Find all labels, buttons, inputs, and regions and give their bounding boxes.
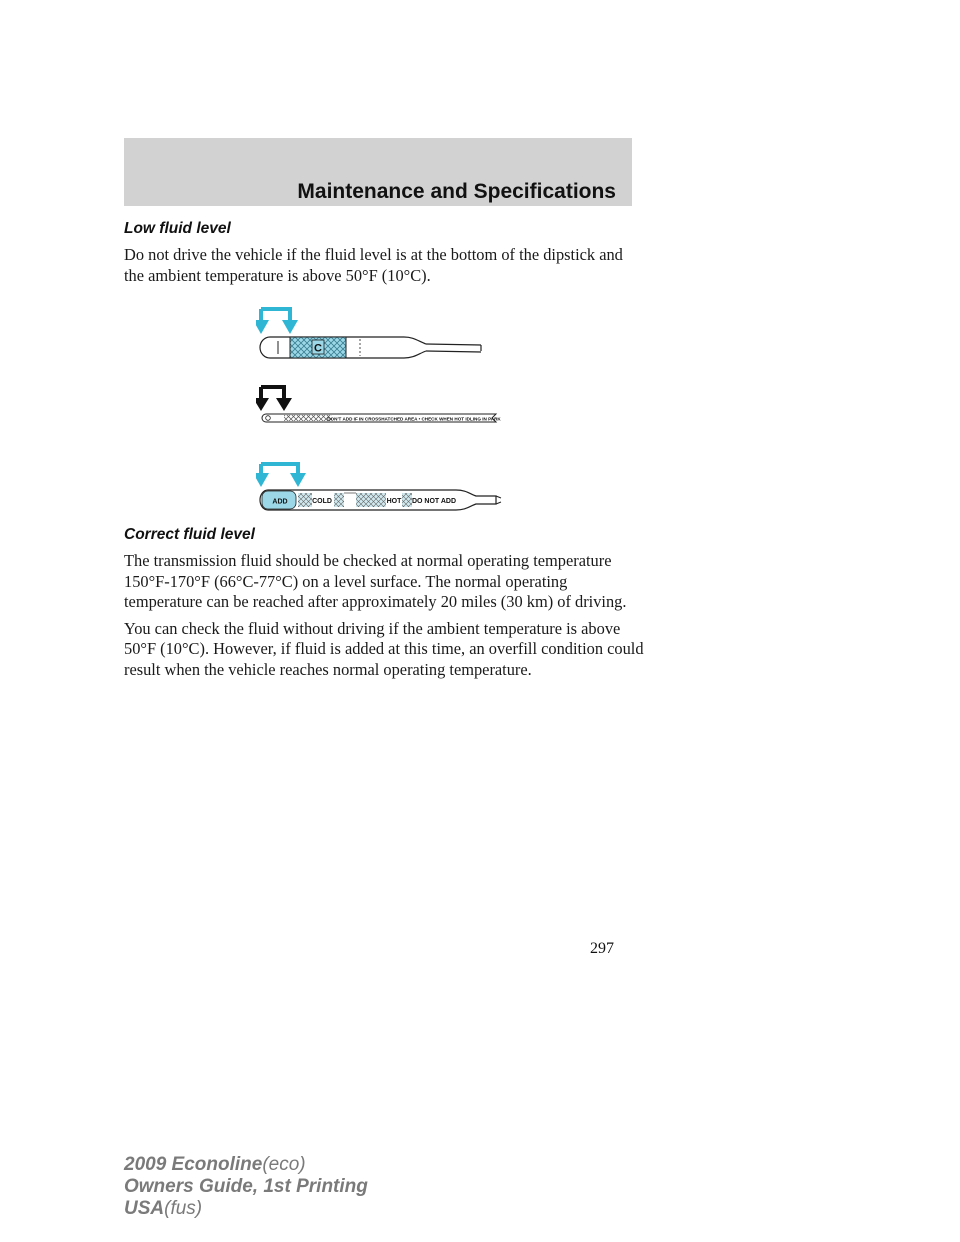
footer-market: USA: [124, 1198, 165, 1219]
paragraph-low-fluid: Do not drive the vehicle if the fluid level is at the bottom of the dipstick and the ambient temperature is above 50°F (10°C).: [124, 245, 623, 285]
page-content: [124, 220, 644, 686]
dipstick-1-zone-letter: C: [314, 342, 322, 355]
dipstick-illustration: [256, 304, 641, 514]
arrow-down-icon: [256, 473, 269, 487]
arrow-down-icon: [256, 398, 269, 411]
dipstick-1: [256, 309, 481, 358]
footer-guide: Owners Guide, 1st Printing: [124, 1176, 368, 1197]
dipstick-3: [256, 464, 501, 510]
arrow-down-icon: [256, 320, 269, 334]
arrow-down-icon: [290, 473, 306, 487]
arrow-down-icon: [282, 320, 298, 334]
dipstick-3-do-not-add-label: DO NOT ADD: [411, 498, 457, 505]
footer-model: 2009 Econoline: [124, 1154, 263, 1175]
dipstick-figure: [124, 304, 644, 514]
footer-market-code: (fus): [164, 1198, 203, 1219]
section-heading-correct-fluid: Correct fluid level: [124, 526, 255, 543]
paragraph-correct-fluid-1: The transmission fluid should be checked at normal operating temperature 150°F-170°F (66°C-77°C) on a level surface. The normal operating temperature can be reached after approximately 20 miles (30 km) of driving.: [124, 551, 627, 611]
footer-model-code: (eco): [262, 1154, 306, 1175]
arrow-down-icon: [276, 398, 292, 411]
dipstick-2-crosshatch: [284, 415, 332, 421]
page-title: Maintenance and Specifications: [297, 180, 616, 203]
paragraph-correct-fluid-2: You can check the fluid without driving if the ambient temperature is above 50°F (10°C). However, if fluid is added at this time, an overfill condition could result when the vehicle reaches normal operating temperature.: [124, 618, 644, 679]
footer: [124, 1154, 368, 1220]
dipstick-2-caption: DON'T ADD IF IN CROSSHATCHED AREA • CHECK WHEN HOT IDLING IN PARK: [327, 416, 501, 422]
dipstick-3-add-label: ADD: [272, 498, 288, 506]
header-band: [124, 138, 632, 206]
dipstick-2: [256, 387, 501, 422]
page-number: 297: [590, 940, 614, 957]
section-heading-low-fluid: Low fluid level: [124, 220, 231, 237]
dipstick-3-hot-label: HOT: [386, 498, 402, 505]
dipstick-3-cold-label: COLD: [312, 498, 332, 505]
